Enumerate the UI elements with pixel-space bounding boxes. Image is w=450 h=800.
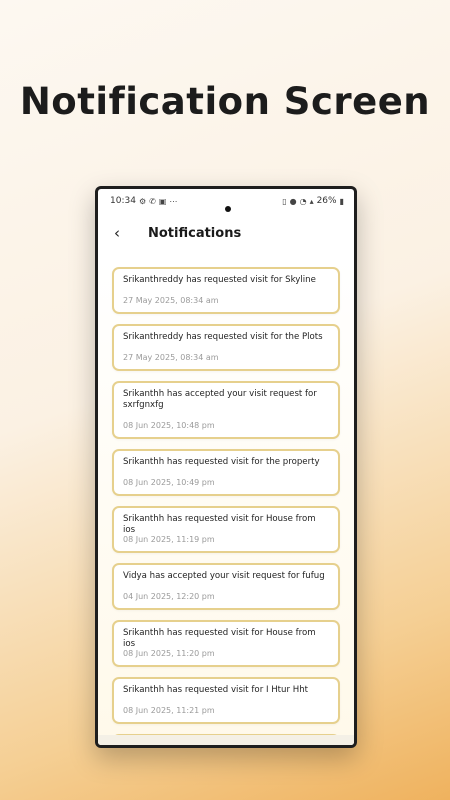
battery-level: 26% xyxy=(316,196,337,206)
notification-card[interactable] xyxy=(112,620,340,667)
notification-card[interactable] xyxy=(112,449,340,496)
location-icon: ● xyxy=(289,196,297,206)
phone-screen xyxy=(98,189,354,745)
status-right xyxy=(282,196,344,206)
back-button[interactable]: ‹ xyxy=(114,224,120,242)
vibrate-icon: ▯ xyxy=(282,196,287,206)
status-left xyxy=(110,196,177,206)
notification-title: Srikanthh has requested visit for House from ios xyxy=(123,514,316,535)
battery-icon: ▮ xyxy=(339,196,344,206)
more-icon: ⋯ xyxy=(169,196,178,206)
notification-time: 27 May 2025, 08:34 am xyxy=(123,296,219,305)
settings-icon: ⚙ xyxy=(138,196,147,206)
status-time: 10:34 xyxy=(110,196,136,206)
notification-title: Srikanthreddy has requested visit for the Plots xyxy=(123,332,323,342)
signal-icon: ▴ xyxy=(309,196,314,206)
page-title: Notifications xyxy=(148,225,242,241)
notification-title: Srikanthh has requested visit for I Htur Hht xyxy=(123,685,309,695)
notification-time: 08 Jun 2025, 11:20 pm xyxy=(123,649,215,658)
notification-title: Srikanthh has accepted your visit request for sxrfgnxfg xyxy=(123,389,317,410)
phone-frame xyxy=(95,186,357,748)
hero-title: Notification Screen xyxy=(19,80,431,123)
notification-time: 08 Jun 2025, 11:21 pm xyxy=(123,706,215,715)
notification-list xyxy=(98,259,354,745)
wifi-icon: ◔ xyxy=(299,196,307,206)
notification-time: 08 Jun 2025, 10:48 pm xyxy=(123,421,215,430)
notification-card[interactable] xyxy=(112,324,340,371)
phone-icon: ✆ xyxy=(149,196,156,206)
front-camera xyxy=(225,206,231,212)
notification-time: 08 Jun 2025, 11:19 pm xyxy=(123,535,215,544)
app-header xyxy=(98,213,354,253)
notification-card[interactable] xyxy=(112,381,340,439)
notification-time: 04 Jun 2025, 12:20 pm xyxy=(123,592,215,601)
system-nav-bar xyxy=(98,735,354,745)
notification-card[interactable] xyxy=(112,506,340,553)
image-icon: ▣ xyxy=(158,196,167,206)
notification-title: Srikanthh has requested visit for House from ios xyxy=(123,628,316,649)
notification-card[interactable] xyxy=(112,267,340,314)
notification-time: 08 Jun 2025, 10:49 pm xyxy=(123,478,215,487)
notification-title: Srikanthreddy has requested visit for Skyline xyxy=(123,275,316,285)
notification-title: Vidya has accepted your visit request for fufug xyxy=(123,571,325,581)
notification-card[interactable] xyxy=(112,563,340,610)
notification-card[interactable] xyxy=(112,677,340,724)
notification-title: Srikanthh has requested visit for the property xyxy=(123,457,320,467)
notification-time: 27 May 2025, 08:34 am xyxy=(123,353,219,362)
